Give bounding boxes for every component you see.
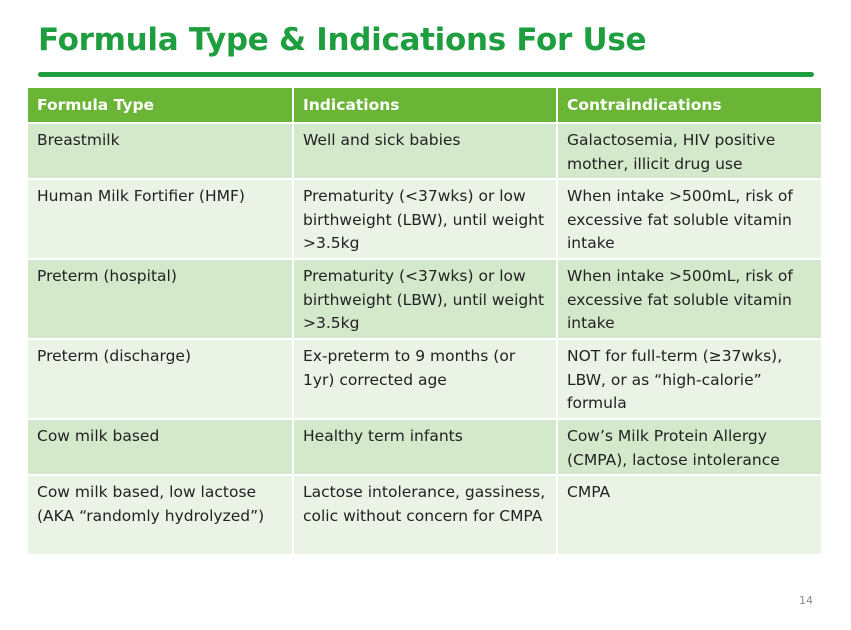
contraindications-cell: Cow’s Milk Protein Allergy (CMPA), lactose intolerance	[557, 419, 821, 475]
formula-type-cell: Preterm (discharge)	[28, 339, 293, 419]
contraindications-cell: When intake >500mL, risk of excessive fat soluble vitamin intake	[557, 179, 821, 259]
table-row	[28, 123, 821, 179]
indications-cell: Well and sick babies	[293, 123, 557, 179]
contraindications-cell: NOT for full-term (≥37wks), LBW, or as “high-calorie” formula	[557, 339, 821, 419]
indications-cell: Ex-preterm to 9 months (or 1yr) corrected age	[293, 339, 557, 419]
contraindications-cell: When intake >500mL, risk of excessive fat soluble vitamin intake	[557, 259, 821, 339]
formula-type-cell: Preterm (hospital)	[28, 259, 293, 339]
indications-cell: Prematurity (<37wks) or low birthweight (LBW), until weight >3.5kg	[293, 179, 557, 259]
formula-table	[28, 88, 821, 556]
header-formula-type: Formula Type	[28, 88, 293, 123]
table-row	[28, 475, 821, 555]
page-number: 14	[799, 594, 813, 607]
indications-cell: Lactose intolerance, gassiness, colic without concern for CMPA	[293, 475, 557, 555]
header-contraindications: Contraindications	[557, 88, 821, 123]
formula-type-cell: Breastmilk	[28, 123, 293, 179]
table-header-row	[28, 88, 821, 123]
formula-type-cell: Cow milk based	[28, 419, 293, 475]
contraindications-cell: Galactosemia, HIV positive mother, illicit drug use	[557, 123, 821, 179]
slide-title: Formula Type & Indications For Use	[38, 22, 647, 58]
indications-cell: Prematurity (<37wks) or low birthweight (LBW), until weight >3.5kg	[293, 259, 557, 339]
formula-type-cell: Human Milk Fortifier (HMF)	[28, 179, 293, 259]
formula-type-cell: Cow milk based, low lactose (AKA “randomly hydrolyzed”)	[28, 475, 293, 555]
header-indications: Indications	[293, 88, 557, 123]
table-row	[28, 339, 821, 419]
contraindications-cell: CMPA	[557, 475, 821, 555]
title-underline	[38, 72, 814, 77]
indications-cell: Healthy term infants	[293, 419, 557, 475]
table-row	[28, 179, 821, 259]
table-row	[28, 419, 821, 475]
table-row	[28, 259, 821, 339]
